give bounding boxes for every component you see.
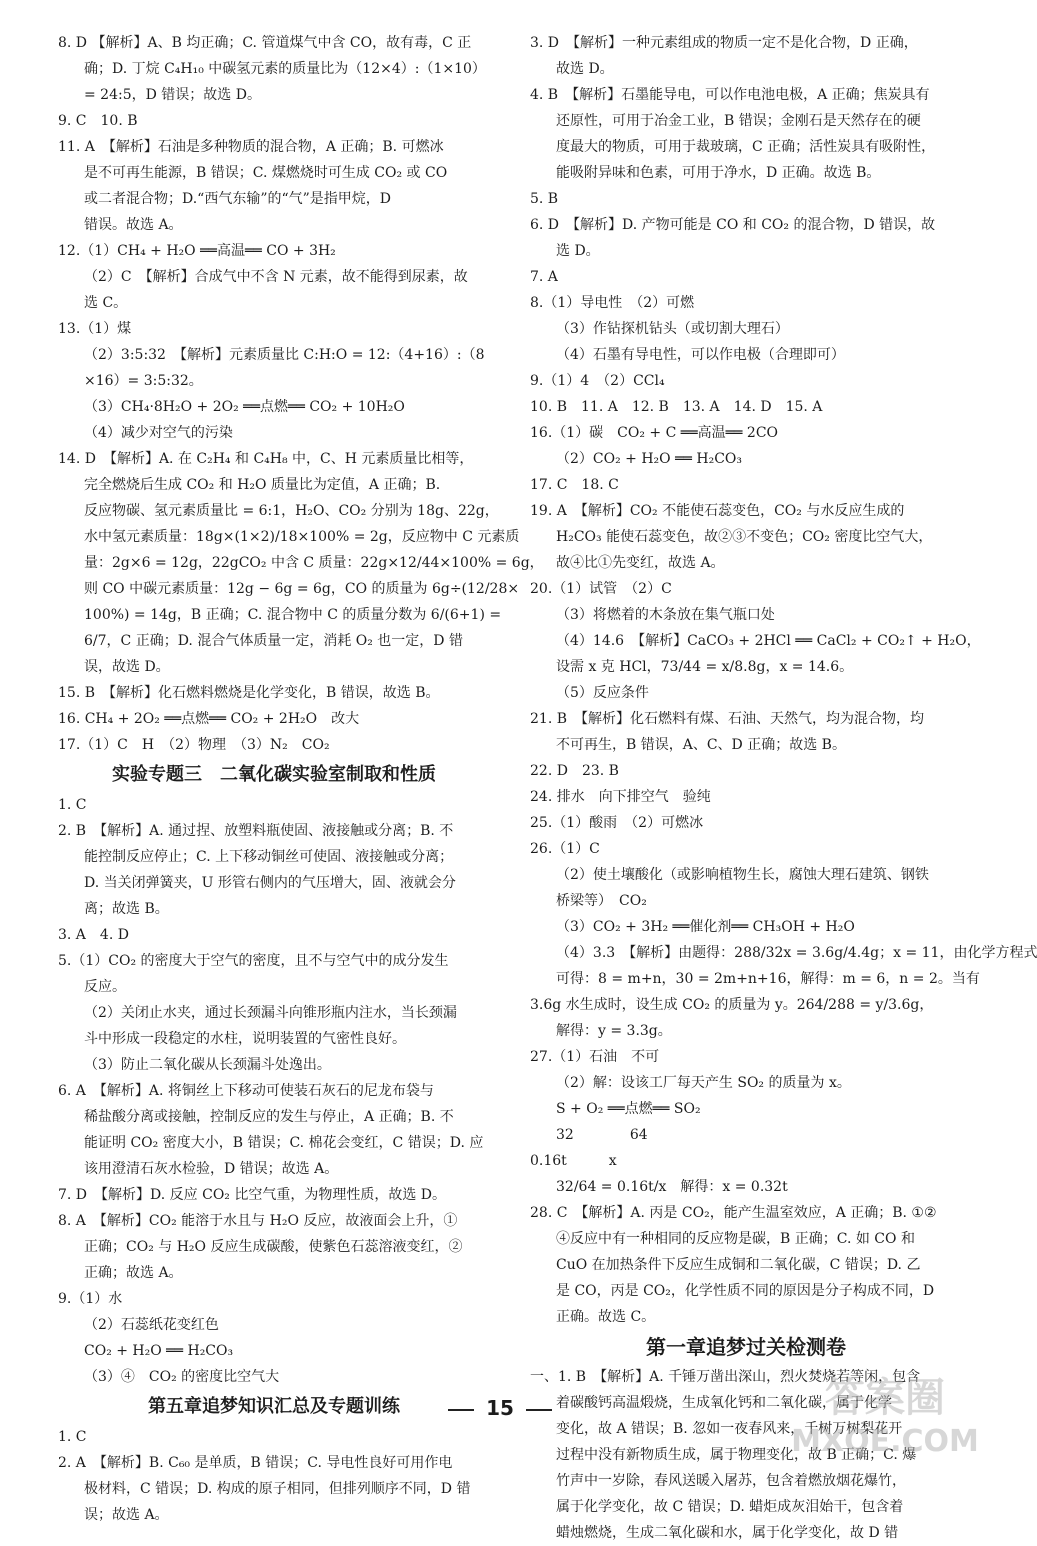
page-number-text: 15 (486, 1396, 514, 1420)
answer-line: 8. D 【解析】A、B 均正确；C. 管道煤气中含 CO，故有毒，C 正 (58, 35, 472, 51)
answer-line-continuation: 是不可再生能源，B 错误；C. 煤燃烧时可生成 CO₂ 或 CO (84, 165, 448, 181)
answer-line-continuation: （2）解：设该工厂每天产生 SO₂ 的质量为 x。 (556, 1075, 851, 1091)
answer-line: 4. B 【解析】石墨能导电，可以作电池电极，A 正确；焦炭具有 (530, 87, 930, 103)
answer-line: 8.（1）导电性 （2）可燃 (530, 295, 695, 311)
answer-line-continuation: 能吸附异味和色素，可用于净水，D 正确。故选 B。 (556, 165, 881, 181)
section-heading: 实验专题三 二氧化碳实验室制取和性质 (112, 764, 436, 785)
answer-line: 17. C 18. C (530, 477, 619, 493)
answer-line-continuation: 确；D. 丁烷 C₄H₁₀ 中碳氢元素的质量比为（12×4）:（1×10） (84, 61, 486, 77)
answer-line: 6. D 【解析】D. 产物可能是 CO 和 CO₂ 的混合物，D 错误，故 (530, 217, 936, 233)
answer-line: 9. C 10. B (58, 113, 138, 129)
answer-line-continuation: 属于化学变化，故 C 错误；D. 蜡炬成灰泪始干，包含着 (556, 1499, 904, 1515)
watermark-line2: MXQE.COM (791, 1424, 979, 1459)
answer-line: 3. A 4. D (58, 927, 129, 943)
answer-line: 20.（1）试管 （2）C (530, 581, 672, 597)
answer-line-continuation: （4）3.3 【解析】由题得：288/32x = 3.6g/4.4g；x = 11，由化学方程式 (556, 945, 1037, 961)
answer-line-continuation: 度最大的物质，可用于裁玻璃，C 正确；活性炭具有吸附性， (556, 139, 936, 155)
answer-line-continuation: 是 CO，丙是 CO₂，化学性质不同的原因是分子构成不同，D (556, 1283, 935, 1299)
answer-line-continuation: H₂CO₃ 能使石蕊变色，故②③不变色；CO₂ 密度比空气大， (556, 529, 933, 545)
answer-line-continuation: 不可再生，B 错误，A、C、D 正确；故选 B。 (556, 737, 846, 753)
answer-line-continuation: 斗中形成一段稳定的水柱，说明装置的气密性良好。 (84, 1031, 406, 1047)
answer-line-continuation: 桥梁等） CO₂ (556, 893, 647, 909)
answer-line-continuation: 设需 x 克 HCl，73/44 = x/8.8g，x = 14.6。 (556, 659, 854, 675)
answer-line-continuation: 或二者混合物；D.“西气东输”的“气”是指甲烷，D (84, 191, 392, 207)
answer-line-continuation: 选 C。 (84, 295, 128, 311)
answer-line: 21. B 【解析】化石燃料有煤、石油、天然气，均为混合物，均 (530, 711, 925, 727)
answer-line: 8. A 【解析】CO₂ 能溶于水且与 H₂O 反应，故液面会上升，① (58, 1213, 458, 1229)
answer-line-continuation: 100%) = 14g，B 正确；C. 混合物中 C 的质量分数为 6/(6+1) = (84, 607, 502, 623)
answer-line-continuation: 解得：y = 3.3g。 (556, 1023, 672, 1039)
answer-line-continuation: 故④比①先变红，故选 A。 (556, 555, 725, 571)
answer-line-continuation: 能控制反应停止；C. 上下移动铜丝可使固、液接触或分离； (84, 849, 454, 865)
answer-line: 2. A 【解析】B. C₆₀ 是单质，B 错误；C. 导电性良好可用作电 (58, 1455, 453, 1471)
answer-line: 25.（1）酸雨 （2）可燃冰 (530, 815, 704, 831)
answer-line-continuation: 着碳酸钙高温煅烧，生成氧化钙和二氧化碳，属于化学 (556, 1395, 892, 1411)
page-number-dash-left (448, 1409, 474, 1411)
answer-line: 10. B 11. A 12. B 13. A 14. D 15. A (530, 399, 823, 415)
answer-line-continuation: = 24:5，D 错误；故选 D。 (84, 87, 261, 103)
answer-line-continuation: 完全燃烧后生成 CO₂ 和 H₂O 质量比为定值，A 正确；B. (84, 477, 441, 493)
answer-line-continuation: 选 D。 (556, 243, 600, 259)
answer-line: 22. D 23. B (530, 763, 619, 779)
answer-line-continuation: （4）石墨有导电性，可以作电极（合理即可） (556, 347, 845, 363)
answer-line-continuation: （2）C 【解析】合成气中不含 N 元素，故不能得到尿素，故 (84, 269, 468, 285)
answer-line-continuation: （3）④ CO₂ 的密度比空气大 (84, 1369, 280, 1385)
answer-line-continuation: 蜡烛燃烧，生成二氧化碳和水，属于化学变化，故 D 错 (556, 1525, 899, 1541)
answer-line: 一、1. B 【解析】A. 千锤万凿出深山，烈火焚烧若等闲，包含 (530, 1369, 921, 1385)
right-column (530, 30, 1037, 1546)
answer-line: 24. 排水 向下排空气 验纯 (530, 789, 711, 805)
answer-line: 7. A (530, 269, 558, 285)
answer-line-continuation: CO₂ + H₂O ══ H₂CO₃ (84, 1343, 234, 1359)
answer-line: 5. B (530, 191, 559, 207)
answer-line-continuation: 正确；故选 A。 (84, 1265, 183, 1281)
page-number-dash-right (526, 1409, 552, 1411)
answer-line-continuation: 故选 D。 (556, 61, 614, 77)
answer-line-continuation: 水中氢元素质量：18g×(1×2)/18×100% = 2g，反应物中 C 元素质 (84, 529, 520, 545)
answer-line-continuation: （4）减少对空气的污染 (84, 425, 233, 441)
answer-line-continuation: 错误。故选 A。 (84, 217, 183, 233)
answer-line-continuation: （3）防止二氧化碳从长颈漏斗处逸出。 (84, 1057, 331, 1073)
answer-line-continuation: （3）CO₂ + 3H₂ ══催化剂══ CH₃OH + H₂O (556, 919, 855, 935)
answer-line: 7. D 【解析】D. 反应 CO₂ 比空气重，为物理性质，故选 D。 (58, 1187, 447, 1203)
answer-line: 3.6g 水生成时，设生成 CO₂ 的质量为 y。264/288 = y/3.6g， (530, 997, 934, 1013)
section-heading: 第五章追梦知识汇总及专题训练 (148, 1396, 400, 1417)
answer-line: 15. B 【解析】化石燃料燃烧是化学变化，B 错误，故选 B。 (58, 685, 440, 701)
answer-line-continuation: （2）关闭止水夹，通过长颈漏斗向锥形瓶内注水，当长颈漏 (84, 1005, 457, 1021)
answer-line: 13.（1）煤 (58, 321, 132, 337)
answer-line: 3. D 【解析】一种元素组成的物质一定不是化合物，D 正确， (530, 35, 918, 51)
answer-line-continuation: 误，故选 D。 (84, 659, 170, 675)
answer-line: 14. D 【解析】A. 在 C₂H₄ 和 C₄H₈ 中，C、H 元素质量比相等， (58, 451, 474, 467)
answer-line: 1. C (58, 1429, 87, 1445)
answer-line: 16. CH₄ + 2O₂ ══点燃══ CO₂ + 2H₂O 改大 (58, 711, 360, 727)
watermark-logo (780, 1367, 990, 1463)
answer-line-continuation: （3）CH₄·8H₂O + 2O₂ ══点燃══ CO₂ + 10H₂O (84, 399, 405, 415)
answer-line: 9.（1）水 (58, 1291, 123, 1307)
answer-line: 16.（1）碳 CO₂ + C ══高温══ 2CO (530, 425, 779, 441)
answer-line-continuation: 6/7，C 正确；D. 混合气体质量一定，消耗 O₂ 也一定，D 错 (84, 633, 463, 649)
answer-line-continuation: 可得：8 = m+n，30 = 2m+n+16，解得：m = 6，n = 2。当有 (556, 971, 980, 987)
answer-line-continuation: 则 CO 中碳元素质量：12g − 6g = 6g，CO 的质量为 6g÷(12/28× (84, 581, 520, 597)
answer-line-continuation: 该用澄清石灰水检验，D 错误；故选 A。 (84, 1161, 339, 1177)
answer-line-continuation: 反应物碳、氢元素质量比 = 6:1，H₂O、CO₂ 分别为 18g、22g， (84, 503, 499, 519)
answer-line-continuation: （2）使土壤酸化（或影响植物生长，腐蚀大理石建筑、钢铁 (556, 867, 929, 883)
answer-line-continuation: （4）14.6 【解析】CaCO₃ + 2HCl ══ CaCl₂ + CO₂↑ + H₂O， (556, 633, 981, 649)
answer-line-continuation: 32 64 (556, 1127, 648, 1143)
answer-line: 2. B 【解析】A. 通过捏、放塑料瓶使固、液接触或分离；B. 不 (58, 823, 454, 839)
answer-line-continuation: 过程中没有新物质生成，属于物理变化，故 B 正确；C. 爆 (556, 1447, 917, 1463)
answer-line-continuation: 变化，故 A 错误；B. 忽如一夜春风来，千树万树梨花开 (556, 1421, 903, 1437)
answer-line-continuation: （3）作钻探机钻头（或切割大理石） (556, 321, 789, 337)
answer-line-continuation: 正确。故选 C。 (556, 1309, 656, 1325)
answer-line-continuation: （2）CO₂ + H₂O ══ H₂CO₃ (556, 451, 743, 467)
answer-line-continuation: （5）反应条件 (556, 685, 649, 701)
section-heading: 第一章追梦过关检测卷 (646, 1335, 846, 1359)
answer-line-continuation: 稀盐酸分离或接触，控制反应的发生与停止，A 正确；B. 不 (84, 1109, 454, 1125)
answer-line: 19. A 【解析】CO₂ 不能使石蕊变色，CO₂ 与水反应生成的 (530, 503, 905, 519)
answer-line-continuation: ×16）= 3:5:32。 (84, 373, 203, 389)
answer-line: 26.（1）C (530, 841, 600, 857)
answer-line-continuation: 正确；CO₂ 与 H₂O 反应生成碳酸，使紫色石蕊溶液变红，② (84, 1239, 463, 1255)
answer-line-continuation: 竹声中一岁除，春风送暖入屠苏，包含着燃放烟花爆竹， (556, 1473, 906, 1489)
answer-line: 28. C 【解析】A. 丙是 CO₂，能产生温室效应，A 正确；B. ①② (530, 1205, 937, 1221)
answer-line-continuation: 极材料，C 错误；D. 构成的原子相同，但排列顺序不同，D 错 (84, 1481, 471, 1497)
answer-line-continuation: 离；故选 B。 (84, 901, 169, 917)
answer-line: 1. C (58, 797, 87, 813)
answer-line: 0.16t x (530, 1153, 617, 1169)
answer-line: 27.（1）石油 不可 (530, 1049, 660, 1065)
answer-line-continuation: 误；故选 A。 (84, 1507, 169, 1523)
answer-line-continuation: （3）将燃着的木条放在集气瓶口处 (556, 607, 775, 623)
watermark-line1: 答案圈 (825, 1375, 945, 1421)
answer-line-continuation: ④反应中有一种相同的反应物是碳，B 正确；C. 如 CO 和 (556, 1231, 915, 1247)
answer-line-continuation: 32/64 = 0.16t/x 解得：x = 0.32t (556, 1179, 788, 1195)
answer-line-continuation: （2）3:5:32 【解析】元素质量比 C:H:O = 12:（4+16）:（8 (84, 347, 485, 363)
answer-line: 11. A 【解析】石油是多种物质的混合物，A 正确；B. 可燃冰 (58, 139, 444, 155)
answer-line-continuation: 能证明 CO₂ 密度大小，B 错误；C. 棉花会变红，C 错误；D. 应 (84, 1135, 484, 1151)
answer-line: 5.（1）CO₂ 的密度大于空气的密度，且不与空气中的成分发生 (58, 953, 449, 969)
answer-line-continuation: 反应。 (84, 979, 126, 995)
answer-line-continuation: 还原性，可用于冶金工业，B 错误；金刚石是天然存在的硬 (556, 113, 921, 129)
answer-line: 6. A 【解析】A. 将铜丝上下移动可使装石灰石的尼龙布袋与 (58, 1083, 434, 1099)
answer-line: 9.（1）4 （2）CCl₄ (530, 373, 665, 389)
answer-line: 12.（1）CH₄ + H₂O ══高温══ CO + 3H₂ (58, 243, 336, 259)
answer-line-continuation: S + O₂ ══点燃══ SO₂ (556, 1101, 701, 1117)
answer-line: 17.（1）C H （2）物理 （3）N₂ CO₂ (58, 737, 330, 753)
answer-line-continuation: 量：2g×6 = 12g，22gCO₂ 中含 C 质量：22g×12/44×100% = 6g， (84, 555, 544, 571)
answer-line-continuation: CuO 在加热条件下反应生成铜和二氧化碳，C 错误；D. 乙 (556, 1257, 921, 1273)
answer-line-continuation: D. 当关闭弹簧夹，U 形管右侧内的气压增大，固、液就会分 (84, 875, 456, 891)
answer-line-continuation: （2）石蕊纸花变红色 (84, 1317, 219, 1333)
